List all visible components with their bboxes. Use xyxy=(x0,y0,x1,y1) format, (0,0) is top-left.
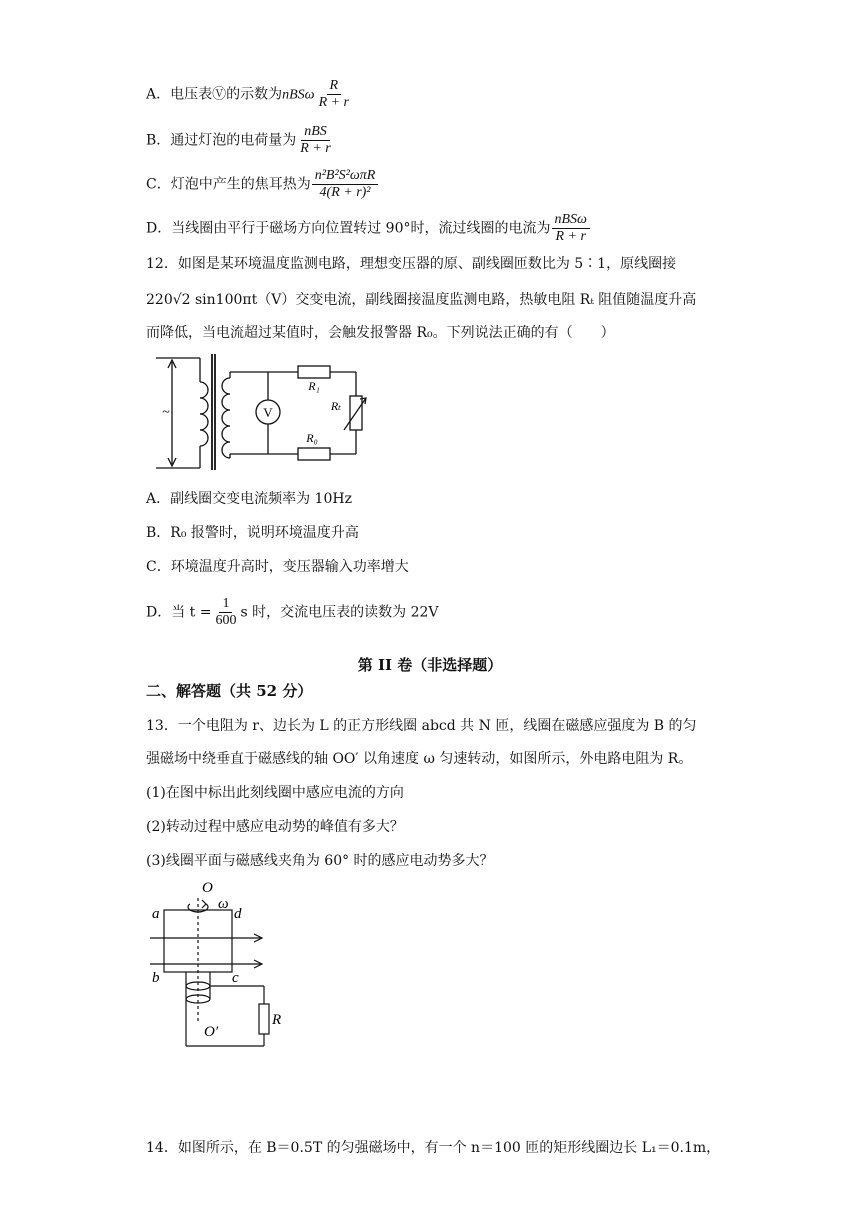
r1-label: R₁ xyxy=(308,379,320,393)
primary-coil xyxy=(200,382,208,446)
source-symbol: ~ xyxy=(162,405,170,420)
q12-option-a: A．副线圈交变电流频率为 10Hz xyxy=(146,491,352,507)
voltmeter-label: V xyxy=(263,405,273,420)
q11-option-c-fraction: $\frac{\text{n²B²S²ωπR}}{\text{4(R + r)²}}$ xyxy=(312,168,379,201)
q11-option-c: C．灯泡中产生的焦耳热为 $\frac{\text{n²B²S²ωπR}}{\text{4(R + r)²}}$ xyxy=(146,168,379,201)
q12-option-b: B．R₀ 报警时，说明环境温度升高 xyxy=(146,525,359,541)
q13-coil-diagram xyxy=(146,878,286,1052)
q11-option-a: A．电压表Ⓥ的示数为nBSω $\frac{R}{R + r}$ xyxy=(146,78,353,111)
label-d: d xyxy=(234,906,242,922)
q12-stem-line2: 220√2 sin100πt（V）交变电流，副线圈接温度监测电路，热敏电阻 Rₜ 阻值随温度升高 xyxy=(146,292,697,308)
q12-circuit-diagram xyxy=(150,352,370,474)
label-c: c xyxy=(232,970,239,986)
label-a: a xyxy=(152,906,160,922)
q11-option-a-expr: nBSω xyxy=(282,87,315,103)
resistor-r xyxy=(259,1004,269,1034)
q14-stem-line1: 14．如图所示，在 B＝0.5T 的匀强磁场中，有一个 n＝100 匝的矩形线圈边长 L₁＝0.1m， xyxy=(146,1140,721,1156)
q13-sub-3: (3)线圈平面与磁感线夹角为 60° 时的感应电动势多大？ xyxy=(146,853,494,869)
q13-sub-1: (1)在图中标出此刻线圈中感应电流的方向 xyxy=(146,785,404,801)
resistor-r0 xyxy=(298,448,330,460)
secondary-coil xyxy=(222,378,230,458)
section-title: 第 II 卷（非选择题） xyxy=(357,656,503,674)
label-r: R xyxy=(272,1012,282,1028)
q12-option-c: C．环境温度升高时，变压器输入功率增大 xyxy=(146,559,409,575)
label-omega: ω xyxy=(218,896,229,912)
q11-option-d: D．当线圈由平行于磁场方向位置转过 90°时，流过线圈的电流为 $\frac{\text{nBSω}}{R + r}$ xyxy=(146,212,591,245)
q12-option-d-fraction: $\frac{1}{600}$ xyxy=(215,596,237,628)
resistor-r1 xyxy=(298,366,330,378)
q11-option-d-fraction: $\frac{\text{nBSω}}{R + r}$ xyxy=(552,212,590,245)
q12-stem-line3: 而降低，当电流超过某值时，会触发报警器 R₀。下列说法正确的有（ ） xyxy=(146,325,615,341)
label-o-prime: O′ xyxy=(204,1024,219,1040)
q11-option-b-fraction: $\frac{\text{nBS}}{R + r}$ xyxy=(300,124,331,156)
q11-option-b: B．通过灯泡的电荷量为 $\frac{\text{nBS}}{R + r}$ xyxy=(146,124,335,157)
q11-option-a-fraction: $\frac{R}{R + r}$ xyxy=(318,78,350,110)
label-b: b xyxy=(152,970,160,986)
q13-stem-line2: 强磁场中绕垂直于磁感线的轴 OO′ 以角速度 ω 匀速转动，如图所示，外电路电阻为 R。 xyxy=(146,751,693,767)
q13-sub-2: (2)转动过程中感应电动势的峰值有多大？ xyxy=(146,819,404,835)
q12-stem-line1: 12．如图是某环境温度监测电路，理想变压器的原、副线圈匝数比为 5∶1，原线圈接 xyxy=(146,256,677,272)
label-o: O xyxy=(202,880,213,896)
section-heading: 二、解答题（共 52 分） xyxy=(146,682,313,700)
q12-option-d: D．当 t = $\frac{1}{600}$ s 时，交流电压表的读数为 22V xyxy=(146,596,439,628)
rt-label: Rₜ xyxy=(330,399,342,413)
q13-stem-line1: 13．一个电阻为 r、边长为 L 的正方形线圈 abcd 共 N 匝，线圈在磁感应强度为 B 的匀 xyxy=(146,718,697,734)
r0-label: R₀ xyxy=(306,431,318,445)
